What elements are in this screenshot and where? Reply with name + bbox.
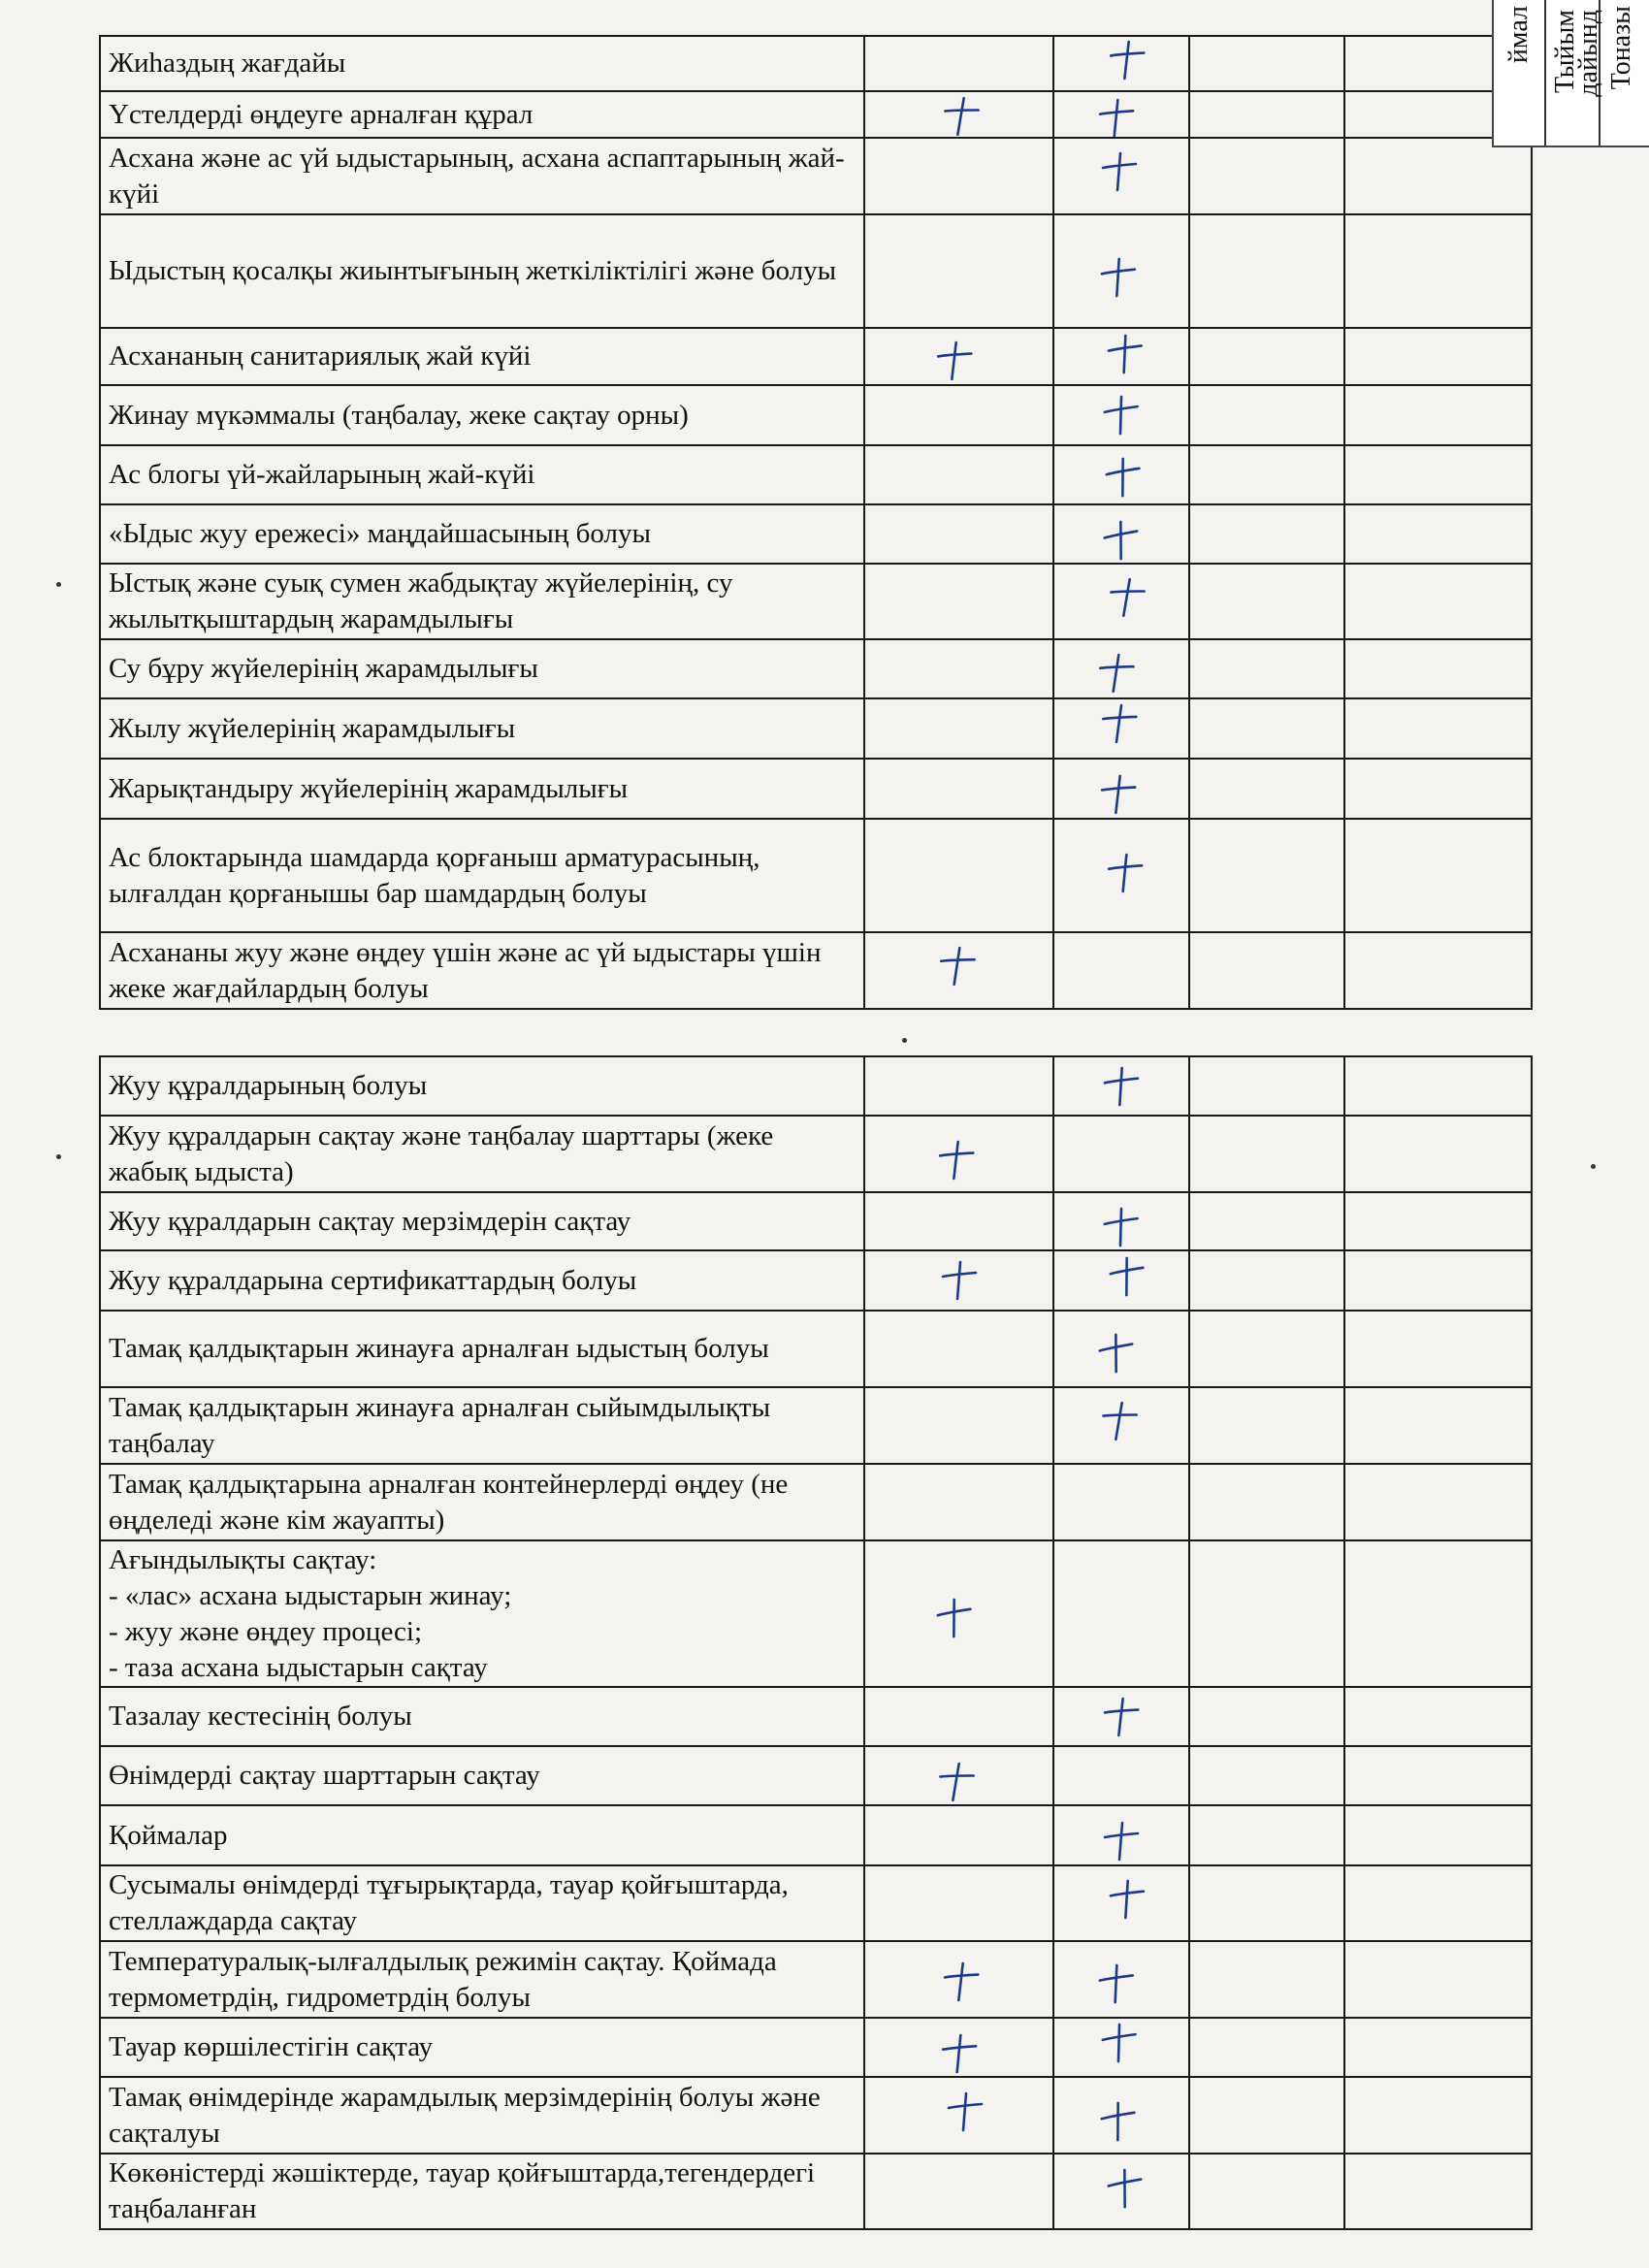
checklist-row [100, 2018, 1532, 2077]
mark-cell [864, 445, 1053, 504]
mark-cell [1189, 1056, 1344, 1116]
mark-cell [1053, 445, 1189, 504]
check-plus-mark [930, 1594, 978, 1641]
mark-cell [864, 932, 1053, 1009]
check-plus-mark [938, 1959, 985, 2005]
speck [1591, 1164, 1596, 1169]
criterion-text: Асхана және ас үй ыдыстарының, асхана аспаптарының жай-күйі [100, 138, 864, 214]
checklist-row [100, 445, 1532, 504]
mark-cell [1344, 932, 1532, 1009]
mark-cell [1189, 1540, 1344, 1687]
mark-cell [864, 1387, 1053, 1464]
checklist-row [100, 1464, 1532, 1540]
mark-cell [1344, 1311, 1532, 1387]
mark-cell [1053, 1250, 1189, 1311]
check-plus-mark [1092, 1329, 1141, 1377]
mark-cell [1344, 1056, 1532, 1116]
criterion-text: Ас блоктарында шамдарда қорғаныш арматурасының, ылғалдан қорғанышы бар шамдардың болуы [100, 819, 864, 932]
check-plus-mark [937, 1258, 982, 1303]
checklist-row [100, 214, 1532, 328]
corner-label: Тоназы [1606, 6, 1636, 90]
checklist-row [100, 1941, 1532, 2018]
checklist-row [100, 91, 1532, 138]
criterion-text: Жинау мүкәммалы (таңбалау, жеке сақтау орны) [100, 385, 864, 445]
checklist-row [100, 1746, 1532, 1805]
mark-cell [1189, 2018, 1344, 2077]
check-plus-mark [1105, 1877, 1150, 1923]
criterion-text: Қоймалар [100, 1805, 864, 1865]
mark-cell [1344, 2018, 1532, 2077]
mark-cell [1053, 1687, 1189, 1746]
mark-cell [864, 36, 1053, 91]
mark-cell [1344, 328, 1532, 385]
mark-cell [1189, 504, 1344, 564]
checklist-row [100, 1540, 1532, 1687]
check-plus-mark [1095, 771, 1142, 818]
mark-cell [1344, 214, 1532, 328]
mark-cell [864, 2077, 1053, 2154]
check-plus-mark [932, 1758, 981, 1805]
mark-cell [1344, 2077, 1532, 2154]
check-plus-mark [1101, 2164, 1149, 2213]
mark-cell [1189, 445, 1344, 504]
mark-cell [1053, 698, 1189, 759]
mark-cell [1189, 698, 1344, 759]
check-plus-mark [1096, 700, 1143, 747]
mark-cell [1344, 1387, 1532, 1464]
checklist-row [100, 1687, 1532, 1746]
mark-cell [1053, 2077, 1189, 2154]
mark-cell [1344, 1192, 1532, 1250]
mark-cell [1189, 564, 1344, 639]
checklist-table-2 [99, 1055, 1533, 2230]
checklist-row [100, 504, 1532, 564]
mark-cell [1189, 2154, 1344, 2229]
check-plus-mark [931, 338, 978, 384]
criterion-text: Жиһаздың жағдайы [100, 36, 864, 91]
mark-cell [1053, 36, 1189, 91]
mark-cell [1344, 504, 1532, 564]
mark-cell [1053, 504, 1189, 564]
mark-cell [1189, 819, 1344, 932]
mark-cell [1053, 1464, 1189, 1540]
mark-cell [864, 698, 1053, 759]
mark-cell [1344, 1540, 1532, 1687]
mark-cell [864, 564, 1053, 639]
checklist-row [100, 1805, 1532, 1865]
mark-cell [1344, 2154, 1532, 2229]
speck [56, 582, 61, 587]
check-plus-mark [1095, 1397, 1144, 1445]
criterion-text: Температуралық-ылғалдылық режимін сақтау. Қоймада термометрдің, гидрометрдің болуы [100, 1941, 864, 2018]
check-plus-mark [943, 2090, 987, 2134]
checklist-row [100, 932, 1532, 1009]
mark-cell [864, 1116, 1053, 1192]
criterion-text: Тамақ қалдықтарын жинауға арналған ыдыстың болуы [100, 1311, 864, 1387]
mark-cell [1344, 1687, 1532, 1746]
criterion-text: Асхананы жуу және өңдеу үшін және ас үй ыдыстары үшін жеке жағдайлардың болуы [100, 932, 864, 1009]
checklist-row [100, 328, 1532, 385]
mark-cell [1053, 564, 1189, 639]
check-plus-mark [1092, 649, 1140, 697]
mark-cell [864, 1464, 1053, 1540]
check-plus-mark [1103, 573, 1151, 622]
mark-cell [1189, 1941, 1344, 2018]
mark-cell [1053, 819, 1189, 932]
mark-cell [864, 385, 1053, 445]
criterion-text: Ыстық және суық сумен жабдықтау жүйелерінің, су жылытқыштардың жарамдылығы [100, 564, 864, 639]
corner-label: дайынд [1573, 10, 1603, 97]
folded-corner [1492, 0, 1649, 147]
check-plus-mark [1098, 392, 1145, 438]
checklist-row [100, 1865, 1532, 1941]
mark-cell [1053, 2154, 1189, 2229]
criterion-text: Көкөністерді жәшіктерде, тауар қойғыштарда,тегендердегі таңбаланған [100, 2154, 864, 2229]
check-plus-mark [1096, 254, 1142, 300]
mark-cell [1053, 1941, 1189, 2018]
criterion-text: Тамақ қалдықтарын жинауға арналған сыйымдылықты таңбалау [100, 1387, 864, 1464]
checklist-row [100, 2077, 1532, 2154]
mark-cell [1189, 2077, 1344, 2154]
checklist-row [100, 639, 1532, 698]
check-plus-mark [933, 942, 981, 989]
mark-cell [864, 2154, 1053, 2229]
check-plus-mark [1097, 149, 1142, 194]
mark-cell [1189, 91, 1344, 138]
mark-cell [1053, 2018, 1189, 2077]
mark-cell [864, 1056, 1053, 1116]
mark-cell [1344, 138, 1532, 214]
checklist-row [100, 1056, 1532, 1116]
checklist-row [100, 819, 1532, 932]
mark-cell [864, 91, 1053, 138]
mark-cell [1053, 214, 1189, 328]
mark-cell [1189, 759, 1344, 819]
checklist-table-1 [99, 35, 1533, 1010]
checklist-row [100, 1250, 1532, 1311]
checklist-row [100, 385, 1532, 445]
criterion-text: Тауар көршілестігін сақтау [100, 2018, 864, 2077]
criterion-text: Өнімдерді сақтау шарттарын сақтау [100, 1746, 864, 1805]
checklist-row [100, 2154, 1532, 2229]
corner-label: Тыйым [1550, 10, 1580, 94]
mark-cell [864, 819, 1053, 932]
mark-cell [1053, 932, 1189, 1009]
mark-cell [1053, 1540, 1189, 1687]
mark-cell [1344, 1941, 1532, 2018]
check-plus-mark [933, 1137, 980, 1183]
criterion-text: Жуу құралдарын сақтау мерзімдерін сақтау [100, 1192, 864, 1250]
corner-label: ймал [1504, 6, 1534, 64]
mark-cell [1344, 445, 1532, 504]
mark-cell [1189, 385, 1344, 445]
checklist-row [100, 138, 1532, 214]
speck [902, 1038, 907, 1043]
check-plus-mark [937, 92, 986, 138]
mark-cell [1344, 1116, 1532, 1192]
mark-cell [1053, 1805, 1189, 1865]
check-plus-mark [1103, 1252, 1150, 1300]
check-plus-mark [1103, 850, 1148, 895]
mark-cell [1053, 385, 1189, 445]
mark-cell [864, 2018, 1053, 2077]
mark-cell [864, 1865, 1053, 1941]
mark-cell [1053, 759, 1189, 819]
check-plus-mark [1093, 1960, 1140, 2007]
mark-cell [1053, 1192, 1189, 1250]
checklist-row [100, 564, 1532, 639]
check-plus-mark [1099, 1819, 1144, 1863]
mark-cell [1344, 1746, 1532, 1805]
speck [56, 1154, 61, 1159]
criterion-text: Ас блогы үй-жайларының жай-күйі [100, 445, 864, 504]
criterion-text: Жуу құралдарына сертификаттардың болуы [100, 1250, 864, 1311]
mark-cell [1344, 1805, 1532, 1865]
mark-cell [864, 759, 1053, 819]
criterion-text: Жуу құралдарының болуы [100, 1056, 864, 1116]
mark-cell [864, 1746, 1053, 1805]
mark-cell [1053, 1746, 1189, 1805]
criterion-text: Тамақ өнімдерінде жарамдылық мерзімдерінің болуы және сақталуы [100, 2077, 864, 2154]
mark-cell [1344, 1464, 1532, 1540]
check-plus-mark [936, 2030, 982, 2076]
mark-cell [1189, 1192, 1344, 1250]
criterion-text: Су бұру жүйелерінің жарамдылығы [100, 639, 864, 698]
check-plus-mark [1099, 1063, 1145, 1109]
mark-cell [1189, 1464, 1344, 1540]
criterion-text: Жылу жүйелерінің жарамдылығы [100, 698, 864, 759]
mark-cell [1189, 639, 1344, 698]
mark-cell [1053, 138, 1189, 214]
mark-cell [1053, 1116, 1189, 1192]
check-plus-mark [1096, 2019, 1143, 2065]
mark-cell [1189, 1116, 1344, 1192]
mark-cell [1189, 1687, 1344, 1746]
mark-cell [864, 1805, 1053, 1865]
mark-cell [864, 328, 1053, 385]
checklist-row [100, 1387, 1532, 1464]
mark-cell [1189, 1311, 1344, 1387]
mark-cell [864, 504, 1053, 564]
mark-cell [864, 138, 1053, 214]
checklist-row [100, 1192, 1532, 1250]
mark-cell [1189, 1387, 1344, 1464]
mark-cell [1189, 1865, 1344, 1941]
mark-cell [1053, 1311, 1189, 1387]
mark-cell [864, 1540, 1053, 1687]
checklist-row [100, 759, 1532, 819]
check-plus-mark [1098, 1694, 1145, 1740]
mark-cell [1053, 1056, 1189, 1116]
criterion-text: Сусымалы өнімдерді тұғырықтарда, тауар қойғыштарда, стеллаждарда сақтау [100, 1865, 864, 1941]
mark-cell [1344, 759, 1532, 819]
check-plus-mark [1097, 516, 1146, 564]
mark-cell [864, 1687, 1053, 1746]
criterion-text: Тазалау кестесінің болуы [100, 1687, 864, 1746]
mark-cell [1344, 564, 1532, 639]
mark-cell [1189, 214, 1344, 328]
mark-cell [1344, 819, 1532, 932]
check-plus-mark [1094, 96, 1140, 138]
checklist-row [100, 1116, 1532, 1192]
mark-cell [864, 214, 1053, 328]
mark-cell [1053, 328, 1189, 385]
mark-cell [1344, 639, 1532, 698]
checklist-row [100, 698, 1532, 759]
mark-cell [864, 1192, 1053, 1250]
mark-cell [1189, 1250, 1344, 1311]
mark-cell [864, 1311, 1053, 1387]
mark-cell [1344, 698, 1532, 759]
mark-cell [1053, 1387, 1189, 1464]
mark-cell [864, 1250, 1053, 1311]
check-plus-mark [1102, 331, 1148, 377]
mark-cell [1344, 1250, 1532, 1311]
mark-cell [1053, 91, 1189, 138]
check-plus-mark [1098, 1204, 1145, 1250]
mark-cell [1189, 328, 1344, 385]
checklist-row [100, 1311, 1532, 1387]
mark-cell [864, 639, 1053, 698]
criterion-text: Тамақ қалдықтарына арналған контейнерлерді өңдеу (не өңделеді және кім жауапты) [100, 1464, 864, 1540]
mark-cell [1189, 138, 1344, 214]
mark-cell [1053, 1865, 1189, 1941]
mark-cell [1189, 932, 1344, 1009]
checklist-row [100, 36, 1532, 91]
check-plus-mark [1104, 37, 1150, 83]
mark-cell [1189, 1746, 1344, 1805]
criterion-text: Ағындылықты сақтау: - «лас» асхана ыдыстарын жинау; - жуу және өңдеу процесі; - таза асхана ыдыстарын сақтау [100, 1540, 864, 1687]
mark-cell [864, 1941, 1053, 2018]
criterion-text: «Ыдыс жуу ережесі» маңдайшасының болуы [100, 504, 864, 564]
mark-cell [1344, 1865, 1532, 1941]
criterion-text: Жарықтандыру жүйелерінің жарамдылығы [100, 759, 864, 819]
mark-cell [1189, 36, 1344, 91]
check-plus-mark [1094, 2097, 1142, 2145]
mark-cell [1344, 385, 1532, 445]
mark-cell [1053, 639, 1189, 698]
criterion-text: Ыдыстың қосалқы жиынтығының жеткіліктілігі және болуы [100, 214, 864, 328]
criterion-text: Үстелдерді өңдеуге арналған құрал [100, 91, 864, 138]
check-plus-mark [1099, 453, 1147, 501]
mark-cell [1189, 1805, 1344, 1865]
criterion-text: Жуу құралдарын сақтау және таңбалау шарттары (жеке жабық ыдыста) [100, 1116, 864, 1192]
criterion-text: Асхананың санитариялық жай күйі [100, 328, 864, 385]
